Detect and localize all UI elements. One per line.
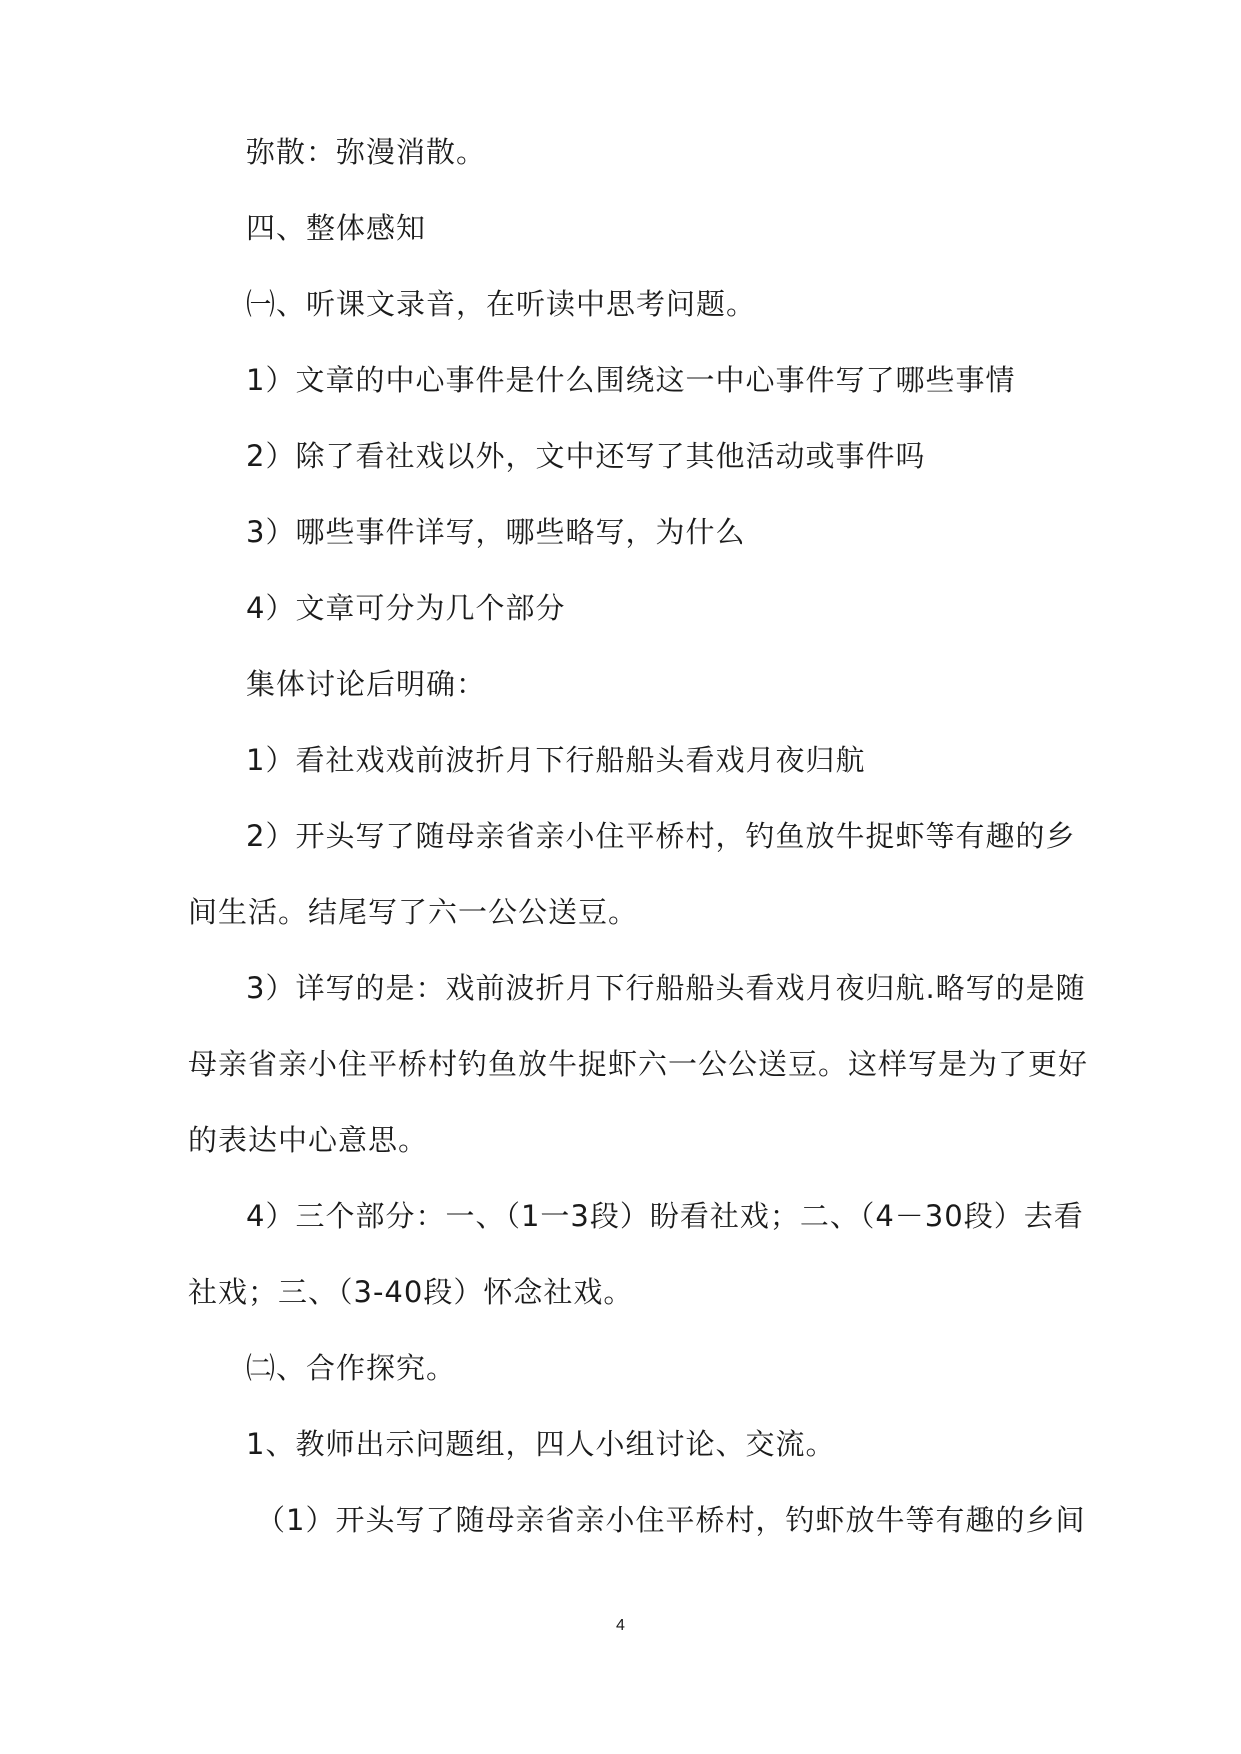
text-line: ㈠、听课文录音，在听读中思考问题。	[246, 287, 757, 321]
answer-item: 3）详写的是：戏前波折月下行船船头看戏月夜归航.略写的是随	[246, 971, 1086, 1005]
question-item: 2）除了看社戏以外，文中还写了其他活动或事件吗	[246, 439, 926, 473]
text-line: 1、教师出示问题组，四人小组讨论、交流。	[246, 1427, 836, 1461]
answer-item: 1）看社戏戏前波折月下行船船头看戏月夜归航	[246, 743, 866, 777]
question-item: 1）文章的中心事件是什么围绕这一中心事件写了哪些事情	[246, 363, 1016, 397]
text-line: ㈡、合作探究。	[246, 1351, 457, 1385]
section-heading: 四、整体感知	[246, 211, 427, 245]
answer-item: 4）三个部分：一、（1一3段）盼看社戏；二、（4－30段）去看	[246, 1199, 1084, 1233]
question-item: 3）哪些事件详写，哪些略写，为什么	[246, 515, 746, 549]
answer-item: 2）开头写了随母亲省亲小住平桥村，钓鱼放牛捉虾等有趣的乡	[246, 819, 1076, 853]
text-line: （1）开头写了随母亲省亲小住平桥村，钓虾放牛等有趣的乡间	[256, 1503, 1086, 1537]
answer-continuation: 母亲省亲小住平桥村钓鱼放牛捉虾六一公公送豆。这样写是为了更好	[188, 1047, 1089, 1081]
page-number: 4	[616, 1617, 625, 1634]
text-line: 集体讨论后明确：	[246, 667, 487, 701]
question-item: 4）文章可分为几个部分	[246, 591, 566, 625]
text-line: 弥散：弥漫消散。	[246, 135, 487, 169]
answer-continuation: 的表达中心意思。	[188, 1123, 429, 1157]
answer-continuation: 间生活。结尾写了六一公公送豆。	[188, 895, 639, 929]
answer-continuation: 社戏；三、（3-40段）怀念社戏。	[188, 1275, 634, 1309]
